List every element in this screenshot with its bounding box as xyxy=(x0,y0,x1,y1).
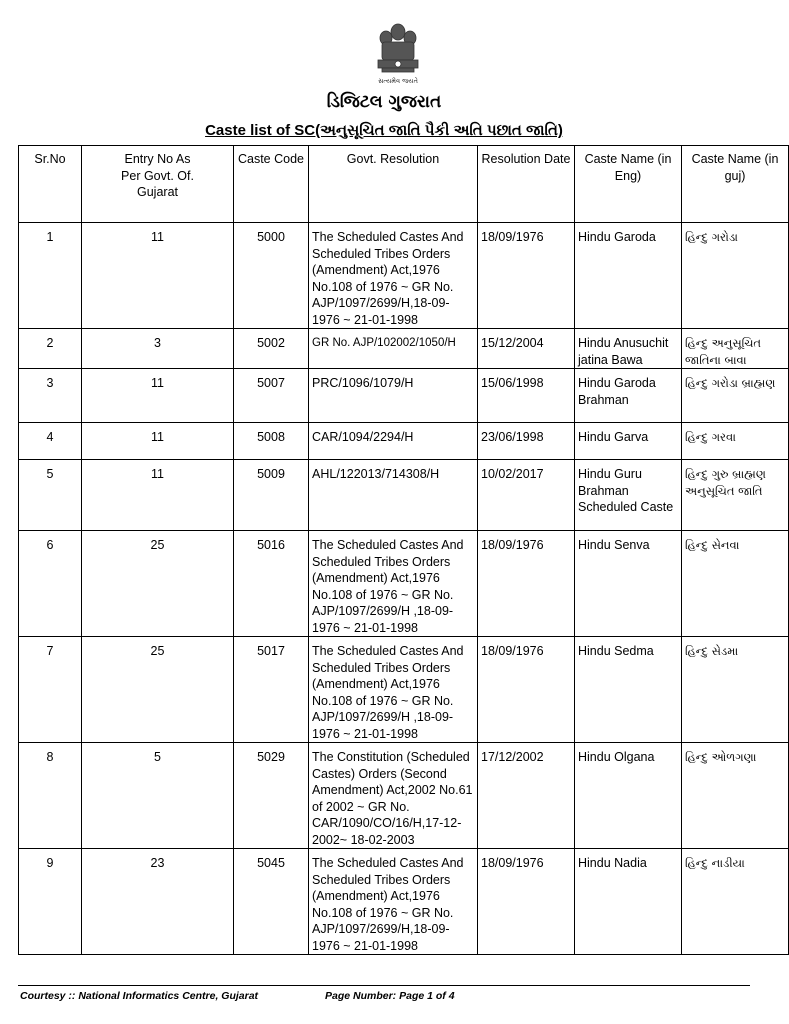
cell-resolution-date: 18/09/1976 xyxy=(478,531,575,637)
table-row xyxy=(19,223,789,329)
cell-caste-code: 5016 xyxy=(234,531,309,637)
state-emblem-icon xyxy=(370,20,426,88)
table-row xyxy=(19,637,789,743)
cell-sr-no: 9 xyxy=(19,849,82,955)
cell-sr-no: 5 xyxy=(19,460,82,531)
table-row xyxy=(19,460,789,531)
cell-caste-name-eng: Hindu Senva xyxy=(575,531,682,637)
cell-sr-no: 4 xyxy=(19,423,82,460)
table-row xyxy=(19,423,789,460)
cell-sr-no: 3 xyxy=(19,369,82,423)
cell-resolution-date: 17/12/2002 xyxy=(478,743,575,849)
cell-resolution-date: 10/02/2017 xyxy=(478,460,575,531)
table-row xyxy=(19,531,789,637)
cell-entry-no: 3 xyxy=(82,329,234,369)
cell-entry-no: 25 xyxy=(82,637,234,743)
cell-govt-resolution: AHL/122013/714308/H xyxy=(309,460,478,531)
cell-govt-resolution: The Constitution (Scheduled Castes) Orders (Second Amendment) Act,2002 No.61 of 2002 ~ GR No. CAR/1090/CO/16/H,17-12-2002~ 18-02-2003 xyxy=(309,743,478,849)
cell-entry-no: 5 xyxy=(82,743,234,849)
cell-caste-name-eng: Hindu Guru Brahman Scheduled Caste xyxy=(575,460,682,531)
cell-caste-code: 5007 xyxy=(234,369,309,423)
cell-resolution-date: 23/06/1998 xyxy=(478,423,575,460)
cell-govt-resolution: PRC/1096/1079/H xyxy=(309,369,478,423)
cell-sr-no: 2 xyxy=(19,329,82,369)
column-header-caste-name-eng: Caste Name (in Eng) xyxy=(575,146,682,223)
portal-title: ડિજિટલ ગુજરાત xyxy=(326,92,442,112)
cell-resolution-date: 15/06/1998 xyxy=(478,369,575,423)
footer-divider xyxy=(18,985,750,986)
cell-resolution-date: 18/09/1976 xyxy=(478,637,575,743)
document-title: Caste list of SC(અનુસૂચિત જાતિ પૈકી અતિ પછાત જાતિ) xyxy=(205,122,563,139)
cell-caste-name-eng: Hindu Nadia xyxy=(575,849,682,955)
column-header-caste-name-guj: Caste Name (in guj) xyxy=(682,146,789,223)
cell-caste-name-guj: હિન્દુ ગરોડા બ્રાહ્મણ xyxy=(682,369,789,423)
cell-caste-code: 5009 xyxy=(234,460,309,531)
cell-caste-name-guj: હિન્દુ નાડીયા xyxy=(682,849,789,955)
cell-entry-no: 25 xyxy=(82,531,234,637)
table-header-row xyxy=(19,146,789,223)
cell-entry-no: 11 xyxy=(82,423,234,460)
cell-entry-no: 11 xyxy=(82,369,234,423)
cell-caste-code: 5008 xyxy=(234,423,309,460)
cell-caste-code: 5002 xyxy=(234,329,309,369)
table-row xyxy=(19,369,789,423)
cell-caste-name-guj: હિન્દુ ઓળગણા xyxy=(682,743,789,849)
caste-list-table xyxy=(18,145,789,955)
column-header-govt-resolution: Govt. Resolution xyxy=(309,146,478,223)
cell-entry-no: 23 xyxy=(82,849,234,955)
cell-govt-resolution: CAR/1094/2294/H xyxy=(309,423,478,460)
cell-sr-no: 6 xyxy=(19,531,82,637)
svg-text:સત્યમેવ જયતે: સત્યમેવ જયતે xyxy=(378,77,418,85)
cell-govt-resolution: The Scheduled Castes And Scheduled Tribes Orders (Amendment) Act,1976 No.108 of 1976 ~ GR No. AJP/1097/2699/H,18-09-1976 ~ 21-01-1998 xyxy=(309,223,478,329)
cell-caste-name-eng: Hindu Garoda Brahman xyxy=(575,369,682,423)
cell-caste-name-eng: Hindu Garoda xyxy=(575,223,682,329)
table-row xyxy=(19,849,789,955)
cell-caste-code: 5045 xyxy=(234,849,309,955)
cell-sr-no: 7 xyxy=(19,637,82,743)
table-row xyxy=(19,329,789,369)
cell-entry-no: 11 xyxy=(82,460,234,531)
column-header-entry-no: Entry No As Per Govt. Of. Gujarat xyxy=(82,146,234,223)
cell-caste-name-guj: હિન્દુ ગરોડા xyxy=(682,223,789,329)
cell-caste-code: 5029 xyxy=(234,743,309,849)
cell-caste-name-guj: હિન્દુ અનુસૂચિત જાતિના બાવા xyxy=(682,329,789,369)
cell-entry-no: 11 xyxy=(82,223,234,329)
cell-caste-name-guj: હિન્દુ સેનવા xyxy=(682,531,789,637)
cell-caste-name-eng: Hindu Sedma xyxy=(575,637,682,743)
cell-govt-resolution: The Scheduled Castes And Scheduled Tribes Orders (Amendment) Act,1976 No.108 of 1976 ~ GR No. AJP/1097/2699/H ,18-09-1976 ~ 21-01-1998 xyxy=(309,531,478,637)
cell-caste-name-guj: હિન્દુ ગરવા xyxy=(682,423,789,460)
cell-caste-name-eng: Hindu Garva xyxy=(575,423,682,460)
column-header-sr-no: Sr.No xyxy=(19,146,82,223)
footer-page-number: Page Number: Page 1 of 4 xyxy=(325,990,455,1002)
column-header-resolution-date: Resolution Date xyxy=(478,146,575,223)
cell-caste-code: 5017 xyxy=(234,637,309,743)
table-row xyxy=(19,743,789,849)
cell-caste-name-guj: હિન્દુ સેડમા xyxy=(682,637,789,743)
cell-resolution-date: 15/12/2004 xyxy=(478,329,575,369)
cell-sr-no: 1 xyxy=(19,223,82,329)
cell-caste-code: 5000 xyxy=(234,223,309,329)
cell-govt-resolution: The Scheduled Castes And Scheduled Tribes Orders (Amendment) Act,1976 No.108 of 1976 ~ GR No. AJP/1097/2699/H ,18-09-1976 ~ 21-01-1998 xyxy=(309,637,478,743)
cell-govt-resolution: GR No. AJP/102002/1050/H xyxy=(309,329,478,369)
cell-sr-no: 8 xyxy=(19,743,82,849)
footer-courtesy: Courtesy :: National Informatics Centre, Gujarat xyxy=(20,990,259,1002)
cell-govt-resolution: The Scheduled Castes And Scheduled Tribes Orders (Amendment) Act,1976 No.108 of 1976 ~ GR No. AJP/1097/2699/H,18-09-1976 ~ 21-01-1998 xyxy=(309,849,478,955)
cell-resolution-date: 18/09/1976 xyxy=(478,849,575,955)
cell-caste-name-eng: Hindu Anusuchit jatina Bawa xyxy=(575,329,682,369)
column-header-caste-code: Caste Code xyxy=(234,146,309,223)
cell-caste-name-eng: Hindu Olgana xyxy=(575,743,682,849)
cell-resolution-date: 18/09/1976 xyxy=(478,223,575,329)
cell-caste-name-guj: હિન્દુ ગુરુ બ્રાહ્મણ અનુસૂચિત જાતિ xyxy=(682,460,789,531)
